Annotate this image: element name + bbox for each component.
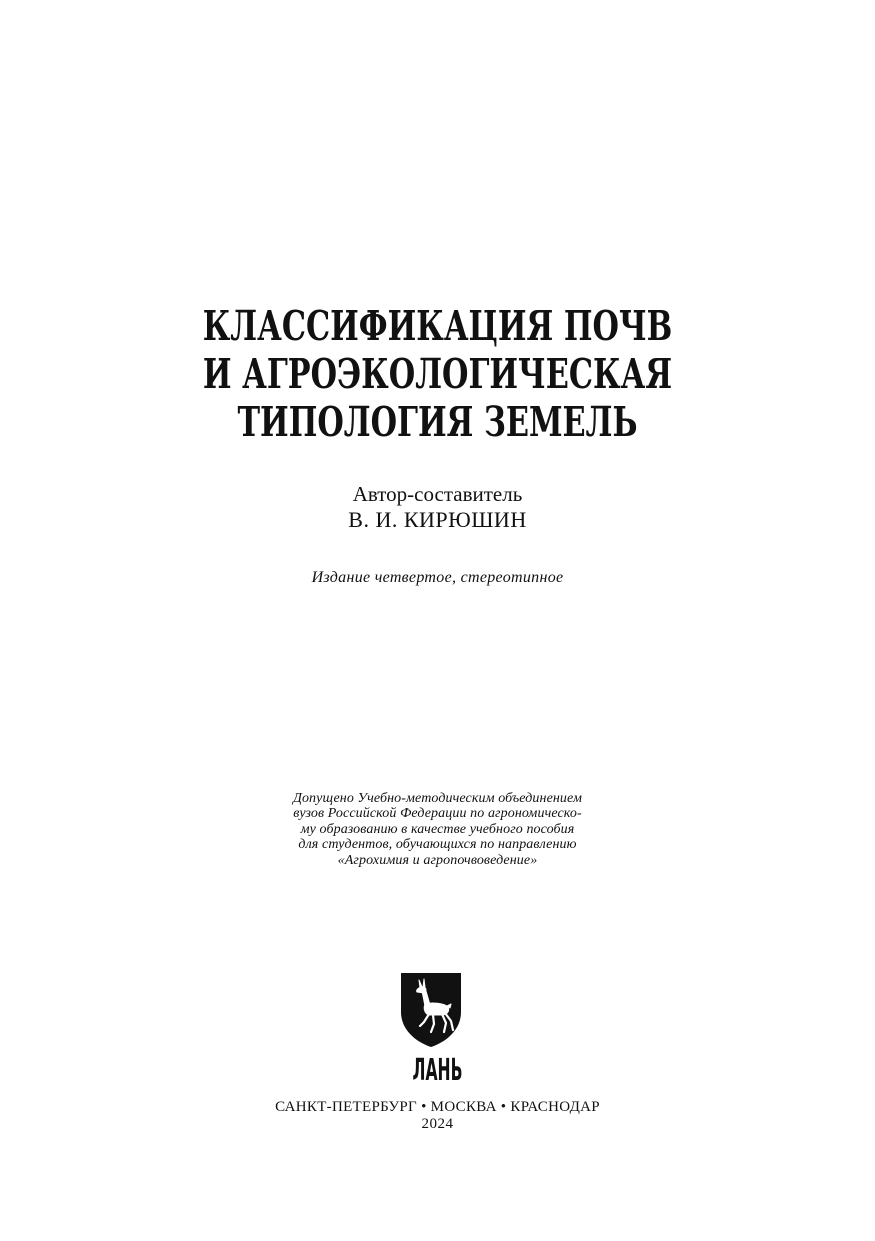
approval-note	[0, 791, 875, 868]
author-name: В. И. КИРЮШИН	[348, 507, 527, 532]
title-line-3: ТИПОЛОГИЯ ЗЕМЕЛЬ	[237, 398, 638, 446]
edition-note: Издание четвертое, стереотипное	[311, 569, 564, 586]
publisher-name: ЛАНЬ	[412, 1053, 463, 1088]
approval-line-4: для студентов, обучающихся по направлению	[298, 837, 577, 853]
doe-shield-icon	[400, 972, 462, 1048]
title-line-2: И АГРОЭКОЛОГИЧЕСКАЯ	[202, 350, 673, 398]
approval-line-3: му образованию в качестве учебного пособия	[300, 821, 575, 837]
author-role: Автор-составитель	[352, 482, 523, 506]
approval-line-1: Допущено Учебно-методическим объединением	[292, 791, 583, 806]
book-title	[114, 302, 762, 446]
approval-line-2: вузов Российской Федерации по агрономическо-	[293, 806, 582, 822]
title-line-1: КЛАССИФИКАЦИЯ ПОЧВ	[202, 302, 673, 350]
approval-line-5: «Агрохимия и агропочвоведение»	[337, 852, 538, 868]
publication-year: 2024	[421, 1116, 454, 1132]
publisher-cities: САНКТ-ПЕТЕРБУРГ • МОСКВА • КРАСНОДАР	[275, 1099, 600, 1115]
